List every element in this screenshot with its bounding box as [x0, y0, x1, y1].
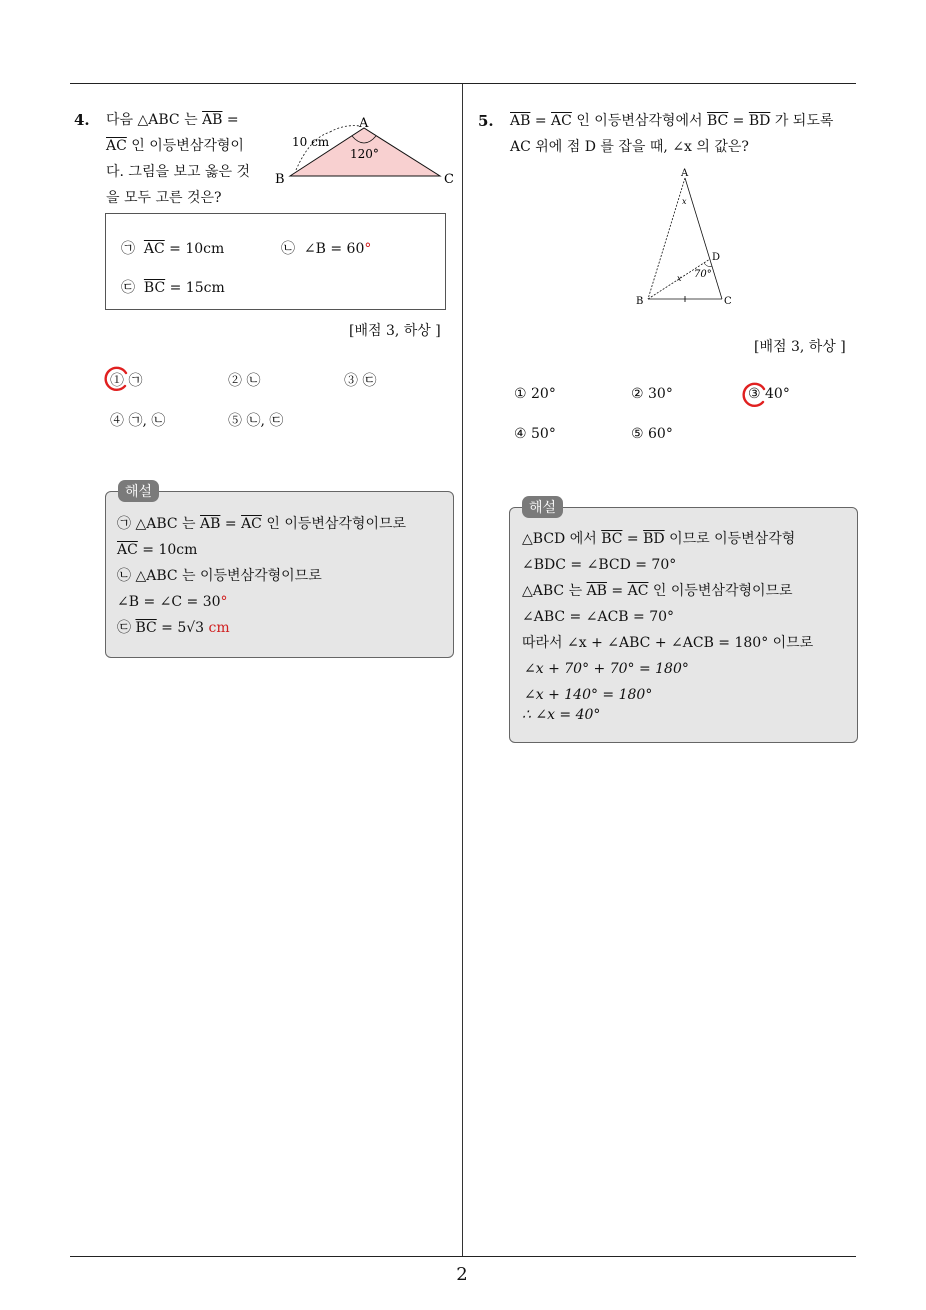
statement-1: ㉠ $\overline{AC} = 10cm$	[121, 241, 225, 257]
explanation-line-4: ∠ABC = ∠ACB = 70°	[522, 609, 675, 625]
choice-5[interactable]: ⑤ ㉡, ㉢	[228, 413, 284, 429]
answer-circle-mark	[103, 365, 131, 393]
choice-2[interactable]: ② ㉡	[228, 373, 261, 389]
vertex-d-label: D	[712, 252, 721, 263]
vertex-c-label: C	[444, 172, 454, 187]
choice-4[interactable]: ④ ㉠, ㉡	[110, 413, 166, 429]
explanation-tag: 해설	[522, 496, 563, 518]
side-length-label: 10 cm	[292, 135, 330, 149]
statement-3: ㉢ $\overline{BC} = 15cm$	[121, 280, 225, 296]
explanation-line-1: ㉠ △ABC 는 $\overline{AB} = \overline{AC}$ 인 이등변삼각형이므로	[117, 516, 407, 532]
page-number: 2	[456, 1264, 468, 1285]
vertex-c-label: C	[724, 296, 732, 307]
vertex-a-label: A	[359, 116, 369, 131]
top-rule	[70, 83, 856, 84]
choice-3[interactable]: ③ 40°	[748, 386, 790, 402]
question-stem-line-3: 다. 그림을 보고 옳은 것	[106, 164, 250, 180]
vertex-a-label: A	[681, 168, 689, 179]
angle-70-label: 70°	[694, 269, 712, 280]
explanation-line-3: ㉡ △ABC 는 이등변삼각형이므로	[117, 568, 322, 584]
explanation-line-2: $\overline{AC} = 10cm$	[117, 542, 198, 558]
vertex-b-label: B	[275, 172, 285, 187]
explanation-line-2: ∠BDC = ∠BCD = 70°	[522, 557, 677, 573]
explanation-line-8: ∴ ∠x = 40°	[522, 707, 601, 723]
explanation-line-5: ㉢ $\overline{BC} = 5√3$ cm	[117, 620, 230, 636]
question-stem-line-1: $\overline{AB} = \overline{AC}$ 인 이등변삼각형에서 $\overline{BC} = \overline{BD}$ 가 되도록	[510, 113, 834, 129]
explanation-line-3: △ABC 는 $\overline{AB} = \overline{AC}$ 인 이등변삼각형이므로	[522, 583, 793, 599]
choice-3[interactable]: ③ ㉢	[344, 373, 377, 389]
choice-1[interactable]: ① 20°	[514, 386, 556, 402]
triangle-figure	[270, 110, 460, 190]
explanation-line-5: 따라서 ∠x + ∠ABC + ∠ACB = 180° 이므로	[522, 635, 814, 651]
answer-circle-mark	[741, 381, 769, 409]
explanation-tag: 해설	[118, 480, 159, 502]
question-stem-line-4: 을 모두 고른 것은?	[106, 190, 222, 206]
question-stem-line-1: 다음 △ABC 는 $\overline{AB}$ =	[106, 112, 239, 128]
score-meta: [배점 3, 하상 ]	[349, 323, 441, 339]
triangle-figure	[630, 168, 740, 310]
choice-2[interactable]: ② 30°	[631, 386, 673, 402]
choice-4[interactable]: ④ 50°	[514, 426, 556, 442]
angle-x-top: x	[682, 197, 687, 206]
statement-box	[105, 213, 446, 310]
explanation-line-4: ∠B = ∠C = 30°	[117, 594, 228, 610]
explanation-box	[105, 491, 454, 658]
bottom-rule	[70, 1256, 856, 1257]
score-meta: [배점 3, 하상 ]	[754, 339, 846, 355]
question-stem-line-2: AC 위에 점 D 를 잡을 때, ∠x 의 값은?	[510, 139, 749, 155]
question-stem-line-2: $\overline{AC}$ 인 이등변삼각형이	[106, 138, 244, 154]
side-ac	[685, 178, 722, 299]
angle-x-bottom: x	[677, 274, 682, 283]
column-divider	[462, 84, 463, 1256]
explanation-line-6: ∠x + 70° + 70° = 180°	[524, 661, 689, 677]
statement-2: ㉡ ∠B = 60°	[281, 241, 372, 257]
choice-1[interactable]: ① ㉠	[110, 373, 143, 389]
side-label-leader-2	[330, 126, 360, 132]
explanation-box	[509, 507, 858, 743]
explanation-line-7: ∠x + 140° = 180°	[524, 687, 653, 703]
explanation-line-1: △BCD 에서 $\overline{BC} = \overline{BD}$ 이므로 이등변삼각형	[522, 531, 796, 547]
choice-5[interactable]: ⑤ 60°	[631, 426, 673, 442]
angle-label: 120°	[350, 147, 379, 161]
vertex-b-label: B	[636, 296, 644, 307]
question-number: 5.	[478, 112, 494, 130]
question-number: 4.	[74, 111, 90, 129]
